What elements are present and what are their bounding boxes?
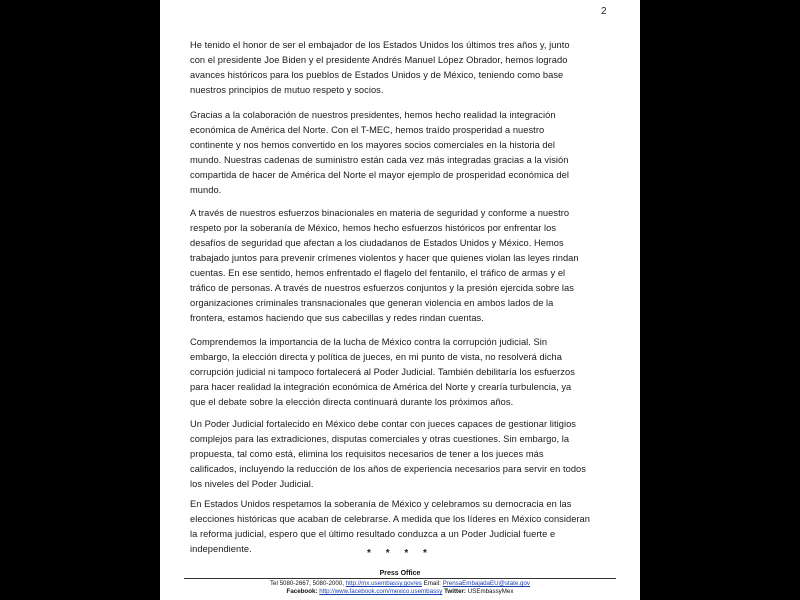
- closing-marks: * * * *: [367, 548, 433, 559]
- footer-social-line: [180, 588, 620, 596]
- paragraph-2: [190, 108, 620, 198]
- text-line: embargo, la elección directa y política de jueces, en mi punto de vista, no resolverá dicha: [190, 352, 562, 362]
- text-line: calificados, incluyendo la reducción de los años de experiencia necesarios para servir en todos: [190, 464, 586, 474]
- text-line: desafíos de seguridad que afectan a los ciudadanos de Estados Unidos y México. Hemos: [190, 238, 564, 248]
- email-label: Email:: [423, 580, 441, 587]
- text-line: cuentas. En ese sentido, hemos enfrentado el flagelo del fentanilo, el tráfico de armas y el: [190, 268, 566, 278]
- text-line: propuesta, tal como está, elimina los requisitos necesarios de tener a los jueces más: [190, 449, 544, 459]
- page-number: 2: [601, 6, 607, 17]
- text-line: nuestros principios de mutuo respeto y socios.: [190, 85, 384, 95]
- facebook-link[interactable]: http://www.facebook.com/mexico.usembassy: [319, 588, 443, 595]
- email-link[interactable]: PrensaEmbajadaEU@state.gov: [442, 580, 531, 587]
- text-line: A través de nuestros esfuerzos binacionales en materia de seguridad y conforme a nuestro: [190, 208, 570, 218]
- footer-divider: [184, 578, 616, 579]
- text-line: Un Poder Judicial fortalecido en México debe contar con jueces capaces de gestionar litigios: [190, 419, 576, 429]
- text-line: tráfico de personas. A través de nuestros esfuerzos conjuntos y la presión ejercida sobre las: [190, 283, 574, 293]
- text-line: económica de América del Norte. Con el T-MEC, hemos traído prosperidad a nuestro: [190, 125, 545, 135]
- document-page: [160, 0, 640, 600]
- text-line: mundo.: [190, 185, 222, 195]
- paragraph-4: [190, 335, 620, 410]
- paragraph-3: [190, 206, 620, 326]
- footer-contact-line: [180, 580, 620, 588]
- text-line: para hacer realidad la integración económica de América del Norte y crearía turbulencia, ya: [190, 382, 572, 392]
- text-line: continente y nos hemos convertido en los mayores socios comerciales en la historia del: [190, 140, 555, 150]
- website-link[interactable]: http://mx.usembassy.gov/es: [345, 580, 422, 587]
- text-line: frontera, estamos haciendo que sus cabecillas y redes rindan cuentas.: [190, 313, 484, 323]
- text-line: organizaciones criminales transnacionales que generan violencia en ambos lados de la: [190, 298, 554, 308]
- text-line: He tenido el honor de ser el embajador de los Estados Unidos los últimos tres años y, junto: [190, 40, 570, 50]
- text-line: elecciones históricas que acaban de celebrarse. A medida que los líderes en México consideran: [190, 514, 591, 524]
- text-line: Comprendemos la importancia de la lucha de México contra la corrupción judicial. Sin: [190, 337, 548, 347]
- text-line: los niveles del Poder Judicial.: [190, 479, 314, 489]
- twitter-handle: USEmbassyMex: [467, 588, 514, 595]
- text-line: compartida de hacer de América del Norte el mayor ejemplo de prosperidad económica del: [190, 170, 569, 180]
- press-office-footer: [180, 569, 620, 596]
- paragraph-5: [190, 417, 620, 492]
- text-line: En Estados Unidos respetamos la soberanía de México y celebramos su democracia en las: [190, 499, 572, 509]
- facebook-label: Facebook:: [286, 588, 318, 595]
- text-line: con el presidente Joe Biden y el presidente Andrés Manuel López Obrador, hemos logrado: [190, 55, 568, 65]
- text-line: respeto por la soberanía de México, hemos hecho esfuerzos históricos por enfrentar los: [190, 223, 557, 233]
- paragraph-1: [190, 38, 620, 98]
- text-line: mundo. Nuestras cadenas de suministro están cada vez más integradas gracias a la visión: [190, 155, 569, 165]
- text-line: Gracias a la colaboración de nuestros presidentes, hemos hecho realidad la integración: [190, 110, 556, 120]
- text-line: que el debate sobre la elección directa continuará durante los próximos años.: [190, 397, 514, 407]
- text-line: complejos para las extradiciones, disputas comerciales y otras cuestiones. Sin embargo, la: [190, 434, 570, 444]
- footer-tel: Tel 5080-2667, 5080-2000,: [269, 580, 344, 587]
- text-line: trabajado juntos para prevenir crímenes violentos y hacer que quienes violan las leyes rindan: [190, 253, 579, 263]
- twitter-label: Twitter:: [444, 588, 466, 595]
- footer-title: Press Office: [379, 570, 421, 577]
- text-line: independiente.: [190, 544, 252, 554]
- text-line: avances históricos para los pueblos de Estados Unidos y de México, teniendo como base: [190, 70, 564, 80]
- text-line: corrupción judicial ni tampoco fortalecerá al Poder Judicial. También debilitaría los esfuerzos: [190, 367, 575, 377]
- text-line: la reforma judicial, espero que el último resultado conduzca a un Poder Judicial fuerte e: [190, 529, 556, 539]
